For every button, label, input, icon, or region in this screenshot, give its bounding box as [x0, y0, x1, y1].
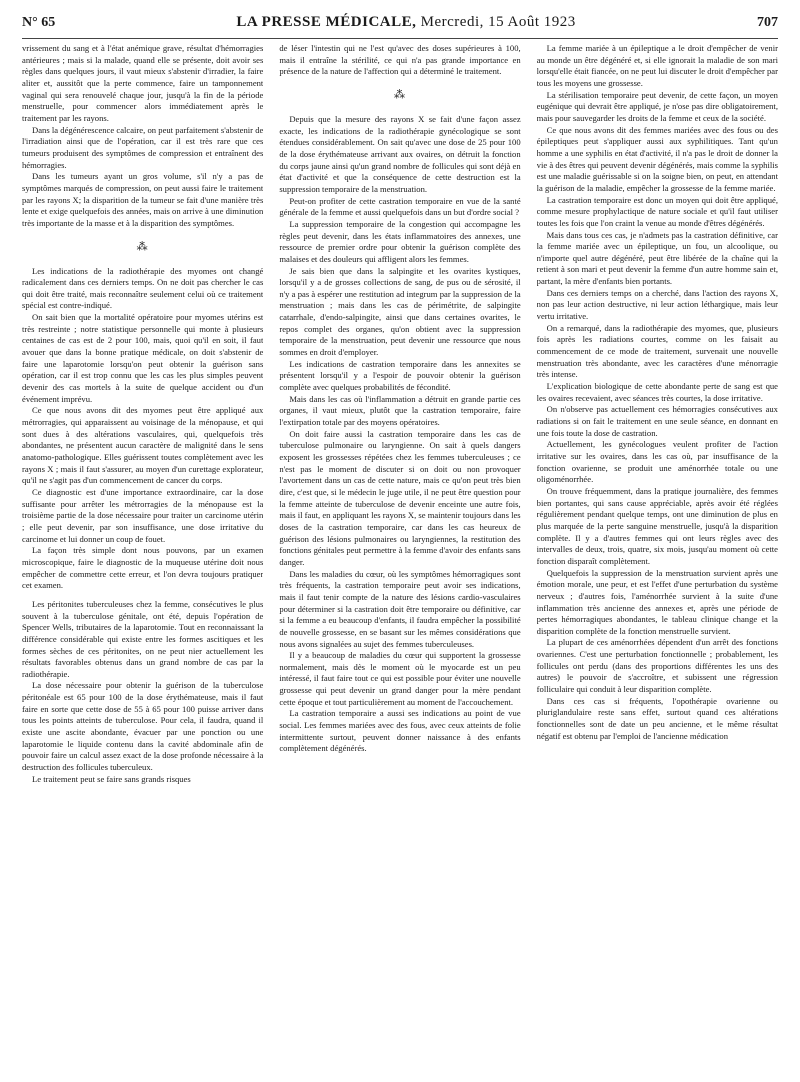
paragraph: Peut-on profiter de cette castration temporaire en vue de la santé générale de la femme et aussi quelquefois dans un but d'ordre social ?	[279, 195, 521, 218]
paragraph: Ce que nous avons dit des myomes peut être appliqué aux métrorragies, qui apparaissent au voisinage de la ménopause, et qui sont dues à des altérations vasculaires, qui, quelquefois très abondantes, ne présentent aucun caractère de malignité dans le sens anatomo-pathologique. Elles guérissent toutes complètement avec les rayons X ; mais il faut s'assurer, au moyen d'un curettage explorateur, qu'il ne s'agit pas d'un commencement de cancer du corps.	[22, 405, 264, 486]
paragraph: La plupart de ces aménorrhées dépendent d'un arrêt des fonctions ovariennes. C'est une perturbation fonctionnelle ; probablement, les follicules ont perdu (dans des proportions différentes les uns des autres) le pouvoir de s'accroître, et subissent une régression folliculaire qui conduit à leur disparition complète.	[536, 637, 778, 695]
paragraph: Depuis que la mesure des rayons X se fait d'une façon assez exacte, les indications de la radiothérapie gynécologique se sont étendues considérablement. On sait qu'avec une dose de 25 pour 100 de la dose érythémateuse arrivant aux ovaires, on détruit la fonction du corps jaune ainsi qu'un grand nombre de follicules qui sont déjà en état d'activité et que la conséquence de cette destruction est la suppression temporaire de la menstruation.	[279, 113, 521, 194]
paragraph: Dans les tumeurs ayant un gros volume, s'il n'y a pas de symptômes marqués de compression, on peut aussi faire le traitement par les rayons X; la disparition de la tumeur se fait d'une manière très lente et exige quelquefois des années, mais on arrive à une diminution très importante de la masse et à la disparition des symptômes.	[22, 171, 264, 228]
issue-number: N° 65	[22, 15, 56, 30]
column-2	[279, 43, 520, 1073]
paragraph: Quelquefois la suppression de la menstruation survient après une émotion morale, une peur, et est l'effet d'une perturbation du système nerveux ; d'autres fois, l'aménorrhée survient à la suite d'une inflammation très ancienne des annexes et, après une période de pertes hémorragiques abondantes, le tableau clinique change et la disparition complète de la fonction menstruelle survient.	[536, 567, 778, 636]
paragraph: On doit faire aussi la castration temporaire dans les cas de tuberculose pulmonaire ou laryngienne. On sait à quels dangers exposent les grossesses répétées chez les femmes tuberculeuses ; ce n'est pas le moment de discuter si on doit ou non provoquer l'avortement dans un cas de cette nature, mais ce qu'on peut très bien dire, c'est que, si le médecin le juge utile, il ne peut être question pour la femme atteinte de tuberculose de devenir enceinte une autre fois, mais il faut, en appliquant les rayons X, se maintenir toujours dans les doses de la castration temporaire, car dans les cas heureux de guérison des lésions pulmonaires ou laryngiennes, la restitution des fonctions génitales peut permettre à la femme d'avoir des enfants sans danger.	[279, 428, 521, 567]
folio: 707	[756, 15, 778, 30]
paragraph: Actuellement, les gynécologues veulent profiter de l'action irritative sur les ovaires, dans les cas où, par insuffisance de la fonction ovarienne, se produit une aménorrhée totale ou une oligoménorrhée.	[536, 439, 778, 485]
section-separator: ⁂	[136, 240, 149, 253]
paragraph: La castration temporaire a aussi ses indications au point de vue social. Les femmes mariées avec des fous, avec ceux atteints de folie intermittente surtout, peuvent donner naissance à des enfants complètement dégénérés.	[279, 708, 521, 754]
paragraph: Le traitement peut se faire sans grands risques	[32, 773, 191, 784]
paragraph: La castration temporaire est donc un moyen qui doit être appliqué, comme mesure prophylactique de nature sociale et qu'il faut utiliser toutes les fois que l'on craint la venue au monde d'êtres dégénérés.	[536, 194, 778, 228]
paragraph: On trouve fréquemment, dans la pratique journalière, des femmes bien portantes, qui sans cause appréciable, après avoir été réglées régulièrement pendant quelque temps, ont une diminution de plus en plus marquée de la perte sanguine menstruelle, jusqu'à la disparition complète. Il y a d'autres femmes qui ont leurs règles avec des intervalles de deux, trois, quatre, six mois, jusqu'au moment où cette fonction disparaît complètement.	[536, 485, 778, 566]
paragraph: Les indications de la radiothérapie des myomes ont changé radicalement dans ces derniers temps. On ne doit pas chercher le cas qui doit être traité, mais reconnaître seulement celui où ce traitement spécial est contre-indiqué.	[22, 265, 264, 311]
running-title	[236, 14, 575, 31]
paragraph: La femme mariée à un épileptique a le droit d'empêcher de venir au monde un être dégénéré et, si elle ignorait la maladie de son mari lorsqu'elle était fiancée, on ne peut lui discuter le droit d'empêcher par tous les moyens une grossesse.	[536, 43, 778, 88]
issue-date: Mercredi, 15 Août 1923	[420, 14, 576, 30]
paragraph: Les indications de castration temporaire dans les annexites se présentent lorsqu'il y a l'espoir de pouvoir obtenir la guérison complète avec quelques probabilités de fécondité.	[279, 358, 521, 393]
paragraph: La suppression temporaire de la congestion qui accompagne les règles peut devenir, dans les états inflammatoires des annexes, une ressource de premier ordre pour obtenir la guérison complète des malaises et des douleurs qui affligent alors les femmes.	[279, 218, 521, 264]
paragraph: Il y a beaucoup de maladies du cœur qui supportent la grossesse normalement, mais dès le moment où le myocarde est un peu intéressé, il faut faire tout ce qui est possible pour éviter une nouvelle grossesse qui peut devenir un grand danger pour la mère pendant cette époque et tout particulièrement au moment de l'accouchement.	[279, 650, 521, 707]
paragraph: Dans ces derniers temps on a cherché, dans l'action des rayons X, non pas leur action destructive, ni leur action léthargique, mais leur vertu irritative.	[536, 287, 778, 322]
section-separator: ⁂	[393, 88, 406, 101]
article-body	[22, 43, 778, 1073]
paragraph: de léser l'intestin qui ne l'est qu'avec des doses supérieures à 100, mais il entraîne la stérilité, ce qui n'a pas grande importance en présence de la nature de l'affection qui a déterminé le traitement.	[279, 43, 521, 77]
paragraph: On n'observe pas actuellement ces hémorragies consécutives aux radiations si on fait le traitement en une seule séance, en donnant en une fois toute la dose de castration.	[536, 404, 778, 438]
column-3	[537, 43, 778, 1073]
paragraph: Ce diagnostic est d'une importance extraordinaire, car la dose suffisante pour arrêter les métrorragies de la ménopause est la troisième partie de la dose nécessaire pour traiter un carcinome utérin ; elle peut devenir, par son insuffisance, une dose irritative du carcinome et lui donner un coup de fouet.	[22, 486, 264, 544]
paragraph: Mais dans les cas où l'inflammation a détruit en grande partie ces organes, il vaut mieux, plutôt que la castration temporaire, faire l'extirpation totale par des moyens opératoires.	[279, 393, 521, 428]
paragraph: Dans ces cas si fréquents, l'opothérapie ovarienne ou pluriglandulaire reste sans effet, surtout quand ces altérations fonctionnelles sont de date un peu ancienne, et le même résultat négatif est obtenu par l'emploi de l'ancienne médication	[536, 695, 778, 741]
paragraph: L'explication biologique de cette abondante perte de sang est que les ovaires recevaient, avec séances très courtes, la dose irritative.	[536, 381, 778, 403]
paragraph: On a remarqué, dans la radiothérapie des myomes, que, plusieurs fois après les radiations courtes, comme on les faisait au commencement de ce mode de traitement, survenait une nouvelle menstruation très abondante, avec les caractères d'une ménorragie très intense.	[536, 322, 778, 380]
paragraph: Dans la dégénérescence calcaire, on peut parfaitement s'abstenir de l'irradiation ainsi que de l'opération, car il est très rare que ces tumeurs produisent des symptômes de compression et entraînent des hémorragies.	[22, 124, 264, 170]
paragraph: Je sais bien que dans la salpingite et les ovarites kystiques, lorsqu'il y a de grosses collections de sang, de pus ou de sérosité, il n'y a pas à espérer une restitution ad integrum par la suppression de la menstruation ; mais dans les cas de périmétrite, de salpingite catarrhale, d'endo-salpingite, ainsi que dans certaines ovarites, le repos complet des organes, qu'on obtient avec la suppression temporaire de la menstruation, peut devenir une ressource que nous sommes en droit d'employer.	[279, 265, 521, 358]
page-header	[22, 14, 778, 39]
paragraph: La dose nécessaire pour obtenir la guérison de la tuberculose péritonéale est 65 pour 100 de la dose érythémateuse, mais il faut faire en sorte que cette dose de 55 à 65 pour 100 puisse arriver dans tous les points atteints de tuberculose. Pour cela, il faudra, quand il existe une ascite abondante, évacuer par une ponction ou une laparotomie le liquide contenu dans la cavité abdominale afin de pouvoir faire un calcul assez exact de la dose profonde nécessaire à la destruction des follicules tuberculeux.	[22, 680, 264, 773]
column-1	[22, 43, 263, 1073]
paragraph: La stérilisation temporaire peut devenir, de cette façon, un moyen eugénique qui devrait être appliqué, je n'ose pas dire obligatoirement, mais pour sauvegarder les droits de la femme et ceux de la société.	[536, 89, 778, 123]
paragraph: Ce que nous avons dit des femmes mariées avec des fous ou des épileptiques peut s'appliquer aussi aux syphilitiques. Tant qu'un homme a une syphilis en état d'activité, il n'a pas le droit de donner la vie à des êtres qui peuvent devenir dégénérés, mais comme la syphilis est une maladie guérissable si on la soigne bien, on peut, en attendant la guérison de la maladie, empêcher la grossesse de la femme mariée.	[536, 124, 778, 193]
paragraph: vrissement du sang et à l'état anémique grave, résultat d'hémorragies antérieures ; mais si la malade, quand elle se présente, doit avoir ses règles dans quelques jours, il vaut mieux s'abstenir d'irradier, la faire aliter et, aussitôt que la perte commence, faire un tamponnement vaginal qui sera renouvelé chaque jour, jusqu'à la fin de la période menstruelle, pour commencer alors immédiatement après le traitement par les rayons.	[22, 43, 264, 123]
paragraph: Dans les maladies du cœur, où les symptômes hémorragiques sont très fréquents, la castration temporaire peut avoir ses indications, mais il faut tenir compte de la nature des lésions cardio-vasculaires pour déterminer si la castration doit être temporaire ou définitive, car si la femme a eu beaucoup d'enfants, il faudra empêcher la possibilité de nouvelle grossesse, en se basant sur les mêmes considérations que nous avons signalées au sujet des femmes tuberculeuses.	[279, 568, 521, 649]
paragraph: On sait bien que la mortalité opératoire pour myomes utérins est très restreinte ; notre statistique personnelle qui monte à plusieurs centaines de cas est de 2 pour 100, mais, quoi qu'il en soit, il faut avouer que dans la bonne pratique médicale, on doit s'abstenir de faire une laparotomie lorsqu'on peut obtenir la guérison sans opération, car il est trop connu que les cas les plus simples peuvent devenir des cas mortels à la suite de quelque accident ou d'un événement imprévu.	[22, 312, 264, 404]
paragraph: Les péritonites tuberculeuses chez la femme, consécutives le plus souvent à la tuberculose génitale, ont été, depuis l'opération de Spencer Wells, tributaires de la laparotomie. Tout en reconnaissant la différence considérable qui existe entre les formes ascitiques et les formes sèches de ces péritonites, on ne peut nier actuellement les résultats favorables obtenus dans un grand nombre de cas par la radiothérapie.	[22, 598, 264, 679]
paragraph: La façon très simple dont nous pouvons, par un examen microscopique, faire le diagnostic de la muqueuse utérine doit nous empêcher de commettre cette erreur, et l'on devra toujours pratiquer cet examen.	[22, 545, 264, 591]
paragraph: Mais dans tous ces cas, je n'admets pas la castration définitive, car la femme mariée avec un épileptique, un fou, un alcoolique, ou n'importe quel autre dégénéré, peut être libérée de la chaîne qui la retient à son mari et peut devenir la femme d'un autre homme sain et, partant, la mère d'enfants bien portants.	[536, 229, 778, 287]
journal-name: LA PRESSE MÉDICALE,	[236, 14, 417, 30]
